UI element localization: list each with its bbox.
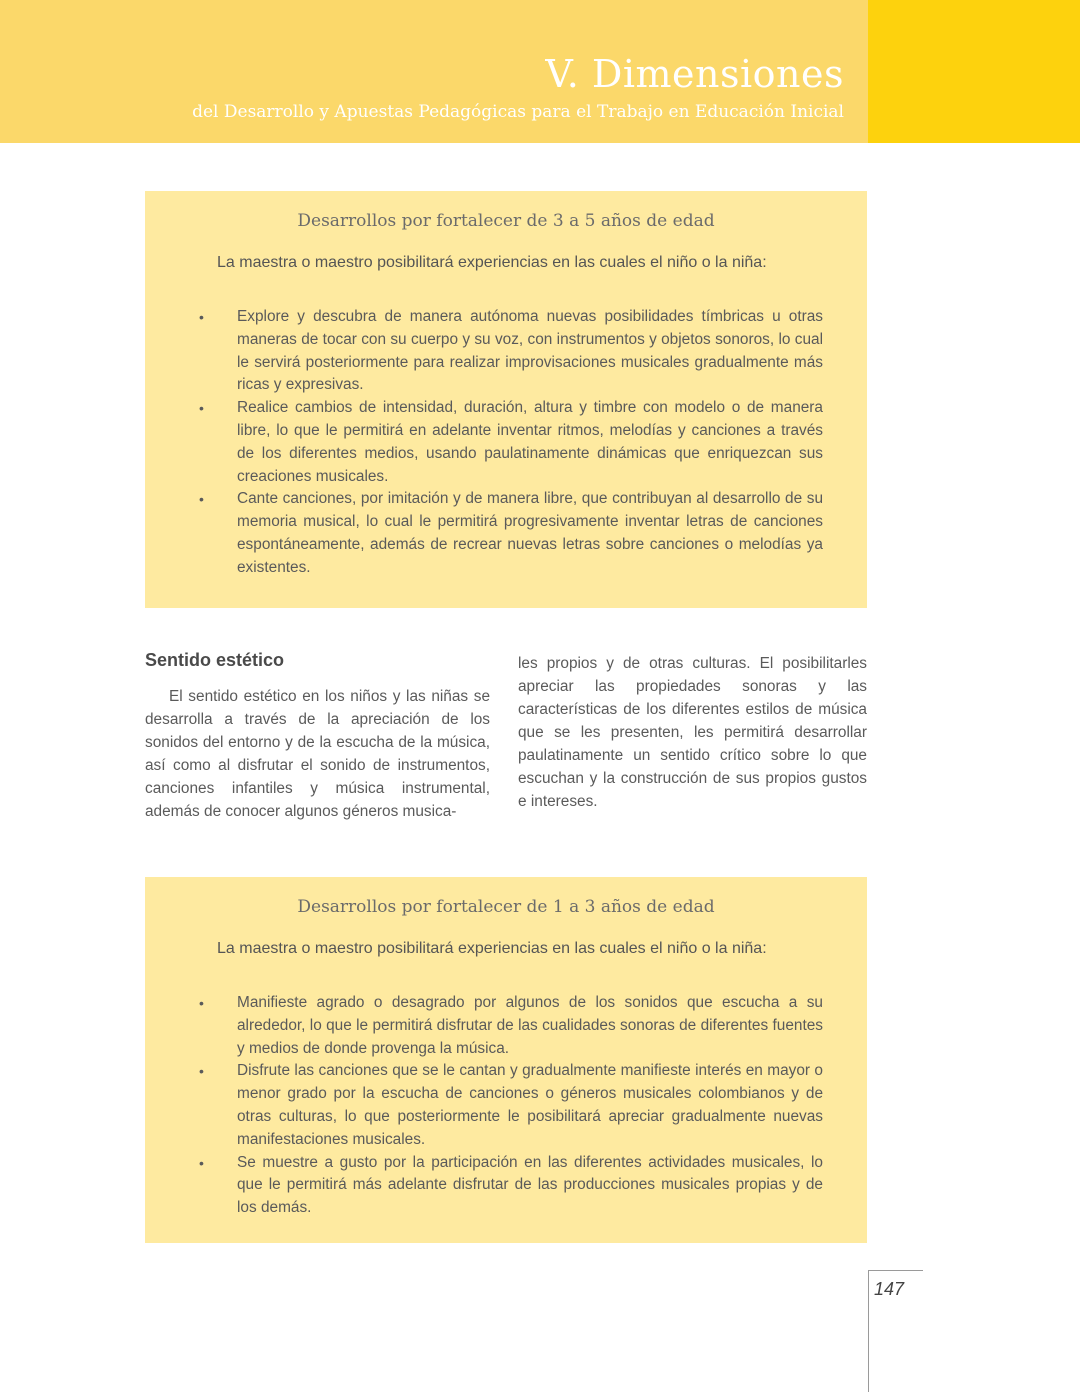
list-item — [199, 488, 823, 579]
text-column-left — [145, 650, 490, 823]
list-item — [199, 1060, 823, 1151]
page-number-rule-vertical — [868, 1270, 869, 1392]
development-box-1-3 — [145, 877, 867, 1243]
list-item — [199, 306, 823, 397]
list-item-text: Disfrute las canciones que se le cantan y gradualmente manifieste interés en mayor o menor grado por la escucha de canciones o géneros musicales colombianos y de otras culturas, lo que posteriormente le posibilitará apreciar gradualmente nuevas manifestaciones musicales. — [237, 1062, 823, 1148]
list-item-text: Realice cambios de intensidad, duración, altura y timbre con modelo o de manera libre, lo que le permitirá en adelante inventar ritmos, melodías y canciones a través de los diferentes medios, usando paulatinamente dinámicas que enriquezcan sus creaciones musicales. — [237, 399, 823, 485]
development-box-3-5 — [145, 191, 867, 608]
bullet-icon: • — [199, 1063, 204, 1080]
list-item-text: Manifieste agrado o desagrado por algunos de los sonidos que escucha a su alrededor, lo que le permitirá disfrutar de las cualidades sonoras de diferentes fuentes y medios de donde provenga la música. — [237, 994, 823, 1057]
chapter-title: V. Dimensiones — [545, 52, 844, 96]
box-title: Desarrollos por fortalecer de 3 a 5 años de edad — [297, 211, 715, 231]
page-number: 147 — [874, 1279, 905, 1299]
bullet-icon: • — [199, 309, 204, 325]
section-title: Sentido estético — [145, 650, 285, 670]
text-column-right — [518, 652, 867, 813]
list-item-text: Se muestre a gusto por la participación en las diferentes actividades musicales, lo que le permitirá más adelante disfrutar de las producciones musicales propias y de los demás. — [237, 1153, 823, 1217]
paragraph: El sentido estético en los niños y las niñas se desarrolla a través de la apreciación de los sonidos del entorno y de la escucha de la música, así como al disfrutar el sonido de instrumentos, canciones infantiles y música instrumental, además de conocer algunos géneros musica- — [145, 688, 490, 820]
bullet-list — [199, 992, 823, 1220]
list-item — [199, 397, 823, 488]
box-intro: La maestra o maestro posibilitará experiencias en las cuales el niño o la niña: — [217, 940, 767, 957]
box-title: Desarrollos por fortalecer de 1 a 3 años de edad — [297, 897, 715, 917]
box-intro: La maestra o maestro posibilitará experiencias en las cuales el niño o la niña: — [217, 254, 767, 271]
list-item — [199, 992, 823, 1060]
header-accent-block — [868, 0, 1080, 143]
bullet-icon: • — [199, 400, 204, 417]
bullet-icon: • — [199, 1154, 204, 1171]
bullet-icon: • — [199, 491, 204, 508]
list-item-text: Cante canciones, por imitación y de manera libre, que contribuyan al desarrollo de su memoria musical, lo cual le permitirá progresivamente inventar letras de canciones espontáneamente, además de recrear nuevas letras sobre canciones o melodías ya existentes. — [237, 490, 823, 576]
paragraph-continued: les propios y de otras culturas. El posibilitarles apreciar las propiedades sonoras y las características de los diferentes estilos de música que se les presenten, les permitirá desarrollar paulatinamente un sentido crítico sobre lo que escuchan y la construcción de sus propios gustos e intereses. — [518, 655, 867, 810]
list-item-text: Explore y descubra de manera autónoma nuevas posibilidades tímbricas u otras maneras de tocar con su cuerpo y su voz, con instrumentos y objetos sonoros, lo cual le servirá posteriormente para realizar improvisaciones musicales gradualmente más ricas y expresivas. — [237, 308, 823, 394]
page-number-rule-horizontal — [868, 1270, 923, 1271]
bullet-list — [199, 306, 823, 580]
list-item — [199, 1152, 823, 1220]
chapter-subtitle: del Desarrollo y Apuestas Pedagógicas para el Trabajo en Educación Inicial — [192, 102, 844, 122]
bullet-icon: • — [199, 995, 204, 1011]
